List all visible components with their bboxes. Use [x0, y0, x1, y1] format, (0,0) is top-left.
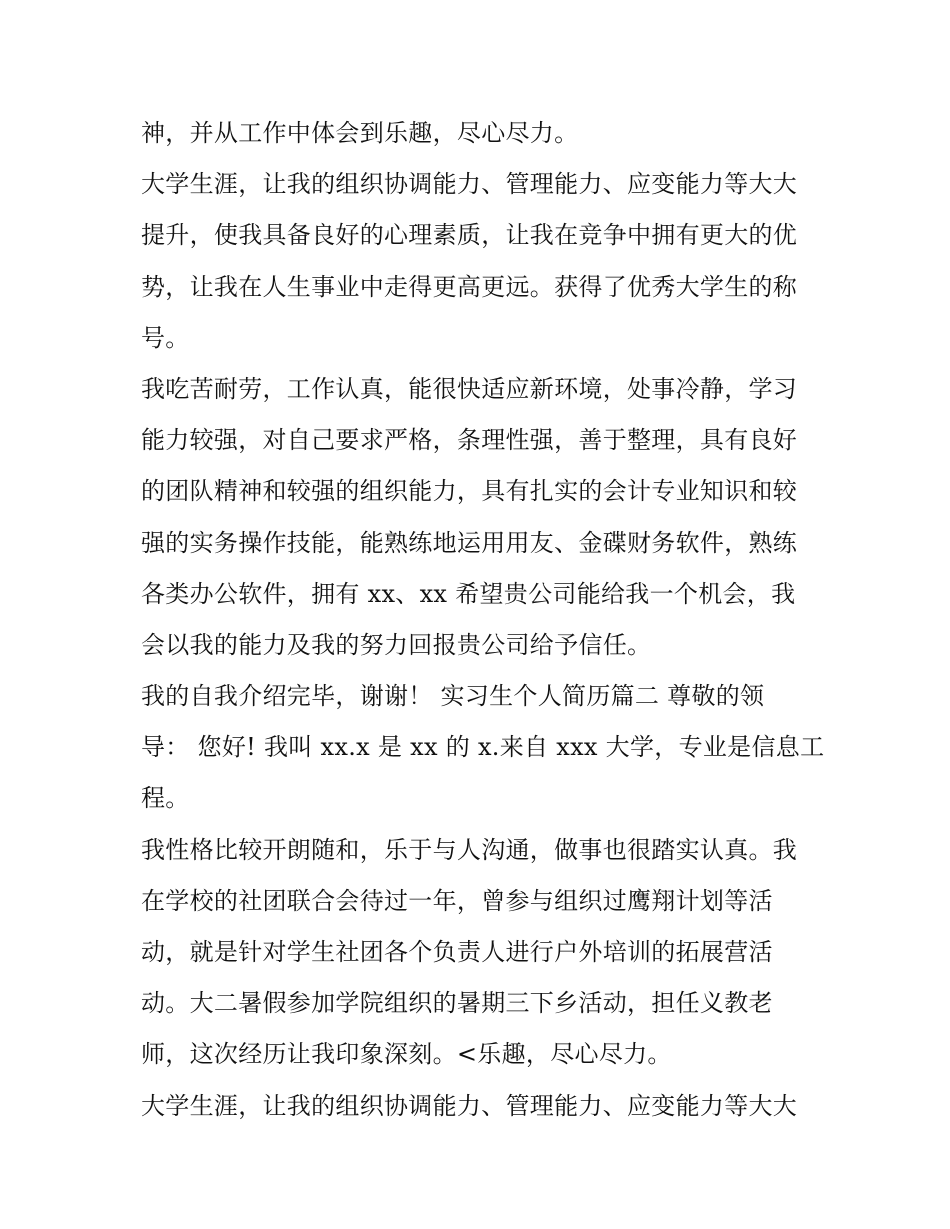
text-line: 强的实务操作技能，能熟练地运用用友、金碟财务软件，熟练: [141, 528, 798, 557]
document-body: [141, 108, 825, 1132]
text-line: 我的自我介绍完毕，谢谢！ 实习生个人简历篇二 尊敬的领: [141, 682, 765, 711]
text-line: 大学生涯，让我的组织协调能力、管理能力、应变能力等大大: [141, 170, 798, 199]
text-line: 各类办公软件，拥有 xx、xx 希望贵公司能给我一个机会，我: [141, 579, 796, 608]
text-line: 程。: [141, 784, 190, 813]
text-line: 我吃苦耐劳，工作认真，能很快适应新环境，处事冷静，学习: [141, 374, 798, 403]
text-line: 提升，使我具备良好的心理素质，让我在竞争中拥有更大的优: [141, 221, 798, 250]
text-line: 神，并从工作中体会到乐趣，尽心尽力。: [141, 119, 579, 147]
text-line: 能力较强，对自己要求严格，条理性强，善于整理，具有良好: [141, 426, 798, 455]
text-line: 在学校的社团联合会待过一年，曾参与组织过鹰翔计划等活: [141, 886, 773, 915]
text-line: 大学生涯，让我的组织协调能力、管理能力、应变能力等大大: [141, 1091, 798, 1120]
text-line: 动。大二暑假参加学院组织的暑期三下乡活动，担任义教老: [141, 989, 773, 1018]
text-line: 动，就是针对学生社团各个负责人进行户外培训的拓展营活: [141, 938, 773, 966]
text-line: 的团队精神和较强的组织能力，具有扎实的会计专业知识和较: [141, 477, 798, 506]
text-line: 势，让我在人生事业中走得更高更远。获得了优秀大学生的称: [141, 272, 798, 301]
text-line: 我性格比较开朗随和，乐于与人沟通，做事也很踏实认真。我: [141, 835, 798, 864]
text-line: 会以我的能力及我的努力回报贵公司给予信任。: [141, 630, 652, 659]
text-line: 号。: [141, 323, 190, 352]
text-line: 导： 您好! 我叫 xx.x 是 xx 的 x.来自 xxx 大学，专业是信息工: [141, 733, 825, 762]
text-line: 师，这次经历让我印象深刻。<乐趣，尽心尽力。: [141, 1040, 672, 1069]
